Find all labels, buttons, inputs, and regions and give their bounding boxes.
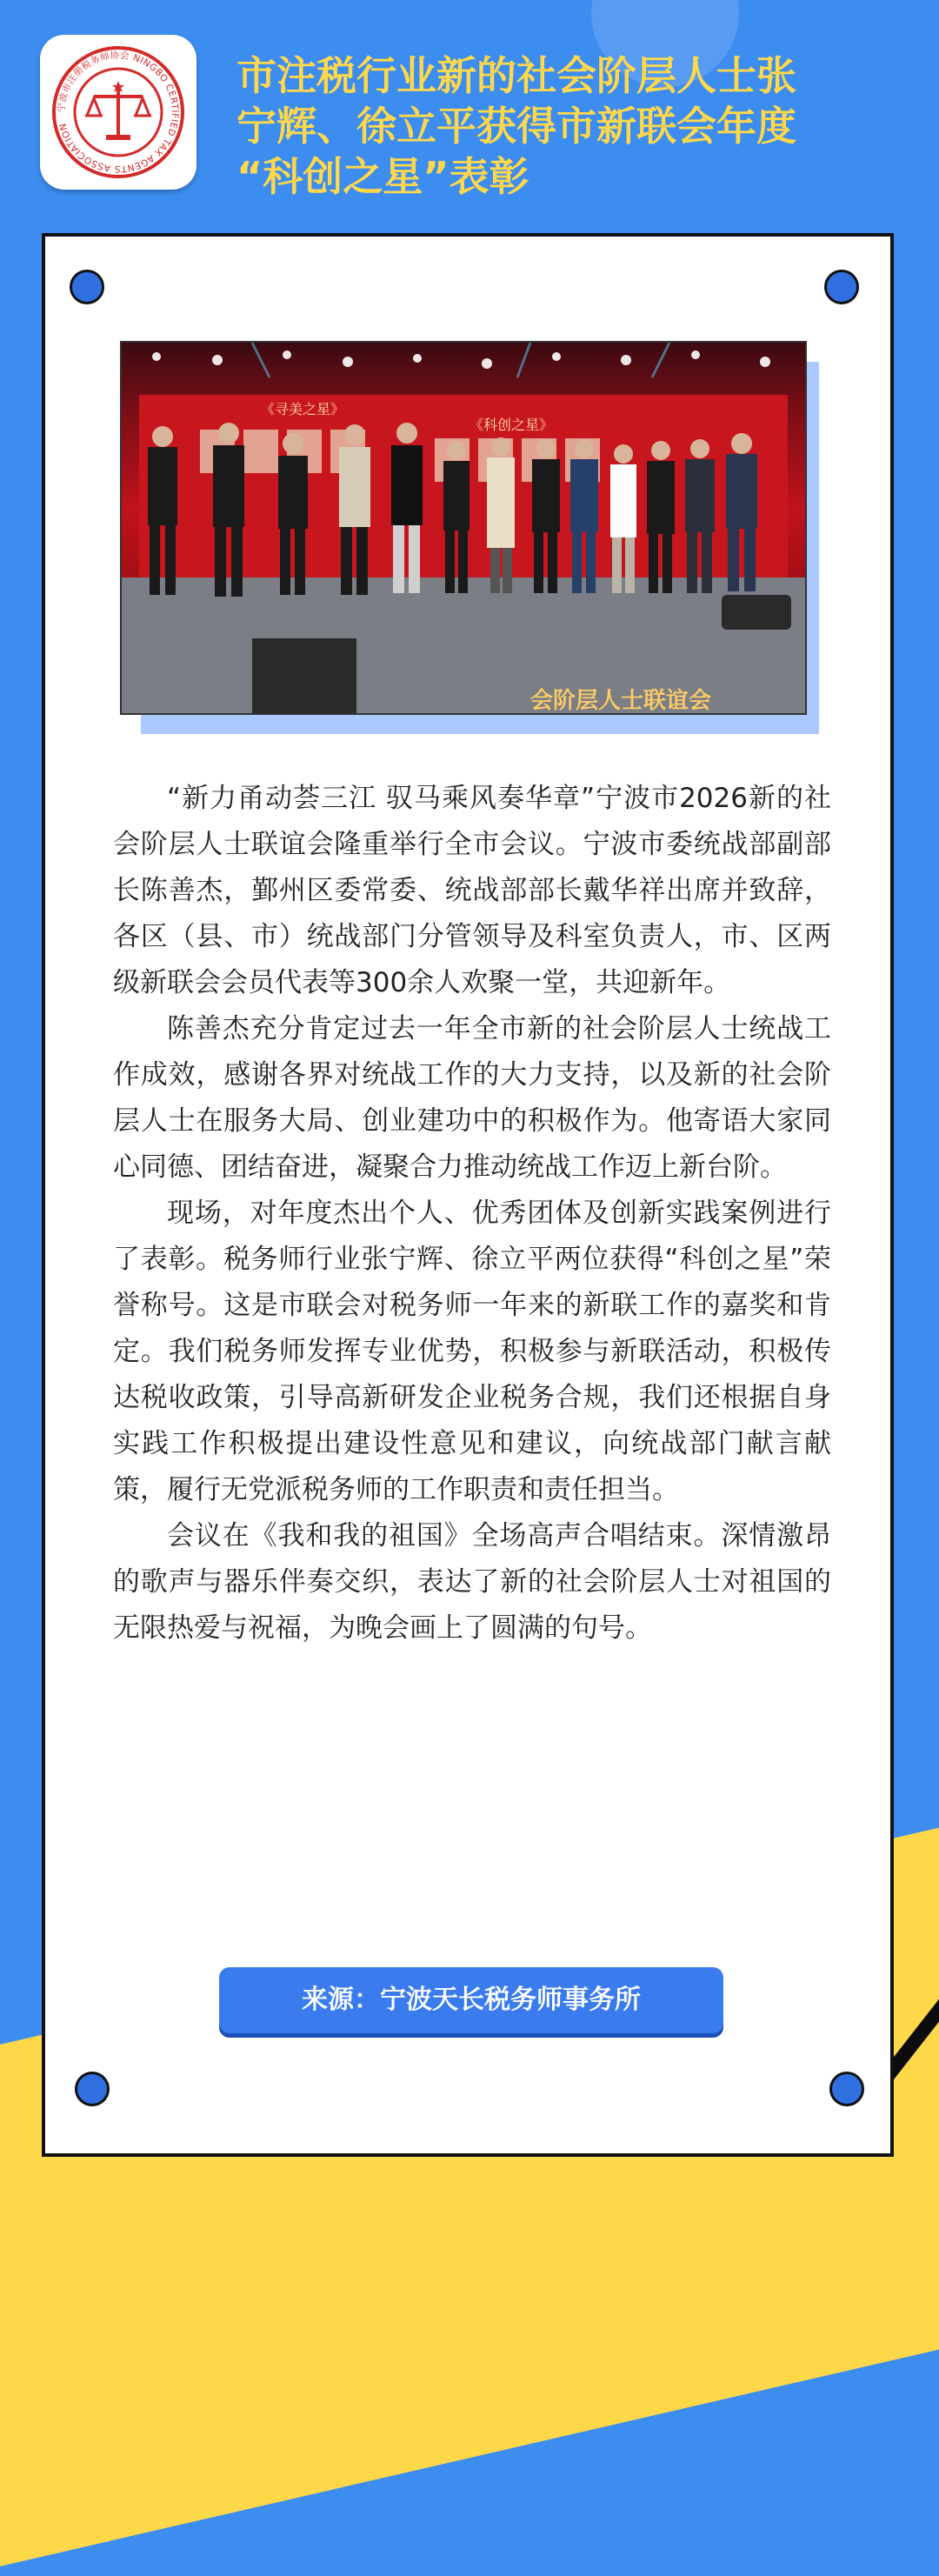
- award-ceremony-image: [122, 343, 805, 713]
- page-title: [236, 50, 897, 202]
- content-card: [42, 233, 894, 2157]
- decorative-dot-bottom-right: [829, 2072, 864, 2106]
- logo-ring-text: 宁波市注册税务师协会 NINGBO CERTIFIED TAX AGENTS ASSOCIATION: [56, 50, 181, 175]
- event-photo: [120, 341, 807, 715]
- article-paragraph-4: 会议在《我和我的祖国》全场高声合唱结束。深情激昂的歌声与器乐伴奏交织，表达了新的社会阶层人士对祖国的无限热爱与祝福，为晚会画上了圆满的句号。: [113, 1520, 831, 1644]
- source-badge: 来源：宁波天长税务师事务所: [219, 1967, 723, 2033]
- article-paragraph-1: “新力甬动荟三江 驭马乘风奏华章”宁波市2026新的社会阶层人士联谊会隆重举行全市会议。宁波市委统战部副部长陈善杰，鄞州区委常委、统战部部长戴华祥出席并致辞，各区（县、市）统战部门分管领导及科室负责人，市、区两级新联会会员代表等300余人欢聚一堂，共迎新年。: [113, 783, 831, 998]
- decorative-dot-top-left: [70, 270, 104, 304]
- article-paragraph-2: 陈善杰充分肯定过去一年全市新的社会阶层人士统战工作成效，感谢各界对统战工作的大力支持，以及新的社会阶层人士在服务大局、创业建功中的积极作为。他寄语大家同心同德、团结奋进，凝聚合力推动统战工作迈上新台阶。: [113, 1013, 831, 1183]
- article-body: [113, 776, 831, 1652]
- event-photo-frame: [120, 341, 868, 741]
- title-line-3: “科创之星”表彰: [236, 153, 529, 200]
- article-paragraph-3: 现场，对年度杰出个人、优秀团体及创新实践案例进行了表彰。税务师行业张宁辉、徐立平两位获得“科创之星”荣誉称号。这是市联会对税务师一年来的新联工作的嘉奖和肯定。我们税务师发挥专业优势，积极参与新联活动，积极传达税收政策，引导高新研发企业税务合规，我们还根据自身实践工作积极提出建设性意见和建议，向统战部门献言献策，履行无党派税务师的工作职责和责任担当。: [113, 1198, 831, 1505]
- title-line-1: 市注税行业新的社会阶层人士张: [236, 52, 796, 99]
- association-logo: [40, 35, 196, 190]
- decorative-dot-bottom-left: [75, 2072, 110, 2106]
- decorative-dot-top-right: [824, 270, 859, 304]
- banner-left-text: 《寻美之星》: [261, 401, 345, 417]
- stage-text: 会阶层人士联谊会: [530, 688, 712, 713]
- banner-right-text: 《科创之星》: [470, 417, 554, 433]
- title-line-2: 宁辉、徐立平获得市新联会年度: [236, 103, 796, 150]
- scales-of-justice-icon: [49, 43, 188, 182]
- award-recipients: [148, 423, 757, 597]
